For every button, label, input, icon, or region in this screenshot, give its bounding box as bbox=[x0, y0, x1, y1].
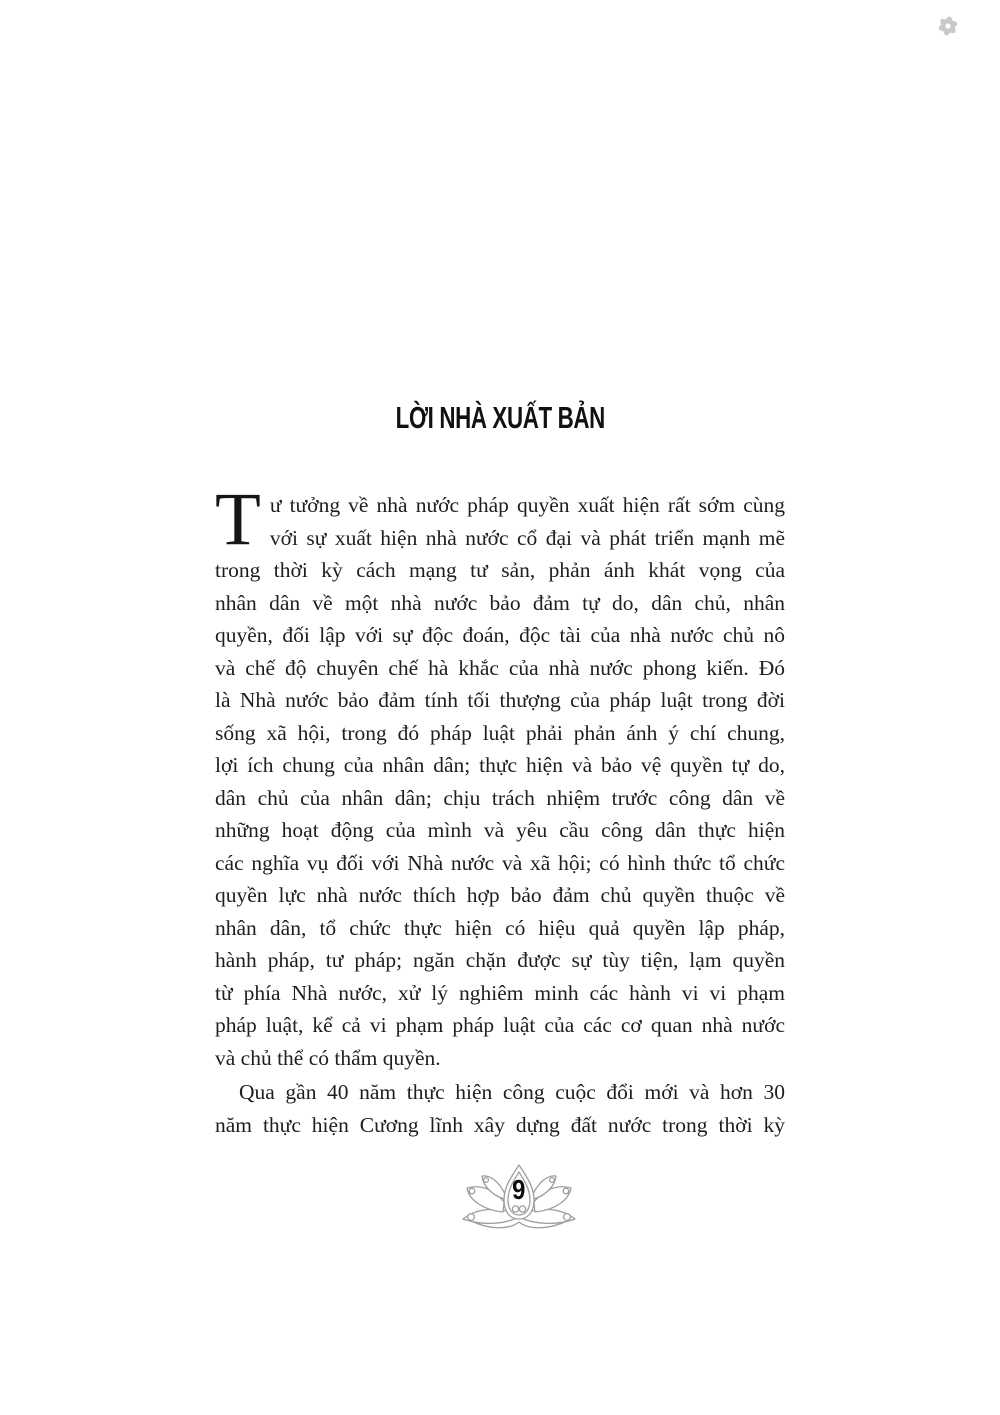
text-line: năm thực hiện Cương lĩnh xây dựng đất nước trong thời kỳ bbox=[215, 1112, 785, 1137]
text-line: nhân dân về một nhà nước bảo đảm tự do, dân chủ, nhân bbox=[215, 590, 785, 615]
page-title-text: LỜI NHÀ XUẤT BẢN bbox=[395, 400, 605, 435]
page-number-text: 9 bbox=[512, 1174, 526, 1205]
text-line: ư tưởng về nhà nước pháp quyền xuất hiện rất sớm cùng bbox=[269, 493, 785, 517]
text-line: từ phía Nhà nước, xử lý nghiêm minh các hành vi vi phạm bbox=[215, 980, 785, 1005]
paragraph-2 bbox=[215, 1076, 785, 1141]
drop-cap: T bbox=[215, 478, 261, 561]
text-line: pháp luật, kể cả vi phạm pháp luật của các cơ quan nhà nước bbox=[215, 1013, 785, 1037]
text-line: hành pháp, tư pháp; ngăn chặn được sự tùy tiện, lạm quyền bbox=[215, 948, 785, 972]
florette-icon bbox=[933, 9, 963, 43]
text-line: quyền lực nhà nước thích hợp bảo đảm chủ quyền thuộc về bbox=[215, 883, 785, 907]
text-line: Qua gần 40 năm thực hiện công cuộc đổi mới và hơn 30 bbox=[239, 1080, 785, 1104]
paragraph-1 bbox=[215, 478, 785, 1074]
text-line: sống xã hội, trong đó pháp luật phải phản ánh ý chí chung, bbox=[215, 720, 785, 745]
text-line: nhân dân, tổ chức thực hiện có hiệu quả quyền lập pháp, bbox=[215, 915, 785, 940]
text-line: và chủ thể có thẩm quyền. bbox=[215, 1045, 441, 1070]
page-number bbox=[504, 1176, 534, 1204]
text-line: và chế độ chuyên chế hà khắc của nhà nước phong kiến. Đó bbox=[215, 655, 785, 680]
text-line: với sự xuất hiện nhà nước cổ đại và phát triển mạnh mẽ bbox=[269, 525, 785, 550]
page-title bbox=[0, 402, 1000, 433]
text-line: dân chủ của nhân dân; chịu trách nhiệm trước công dân về bbox=[215, 785, 785, 810]
text-line: những hoạt động của mình và yêu cầu công dân thực hiện bbox=[215, 818, 785, 842]
text-line: là Nhà nước bảo đảm tính tối thượng của pháp luật trong đời bbox=[215, 688, 785, 712]
text-line: trong thời kỳ cách mạng tư sản, phản ánh khát vọng của bbox=[215, 558, 785, 582]
foreword-text bbox=[215, 478, 785, 1141]
text-line: các nghĩa vụ đối với Nhà nước và xã hội; có hình thức tổ chức bbox=[215, 850, 785, 875]
text-line: lợi ích chung của nhân dân; thực hiện và bảo vệ quyền tự do, bbox=[215, 753, 785, 777]
text-line: quyền, đối lập với sự độc đoán, độc tài của nhà nước chủ nô bbox=[215, 623, 785, 647]
